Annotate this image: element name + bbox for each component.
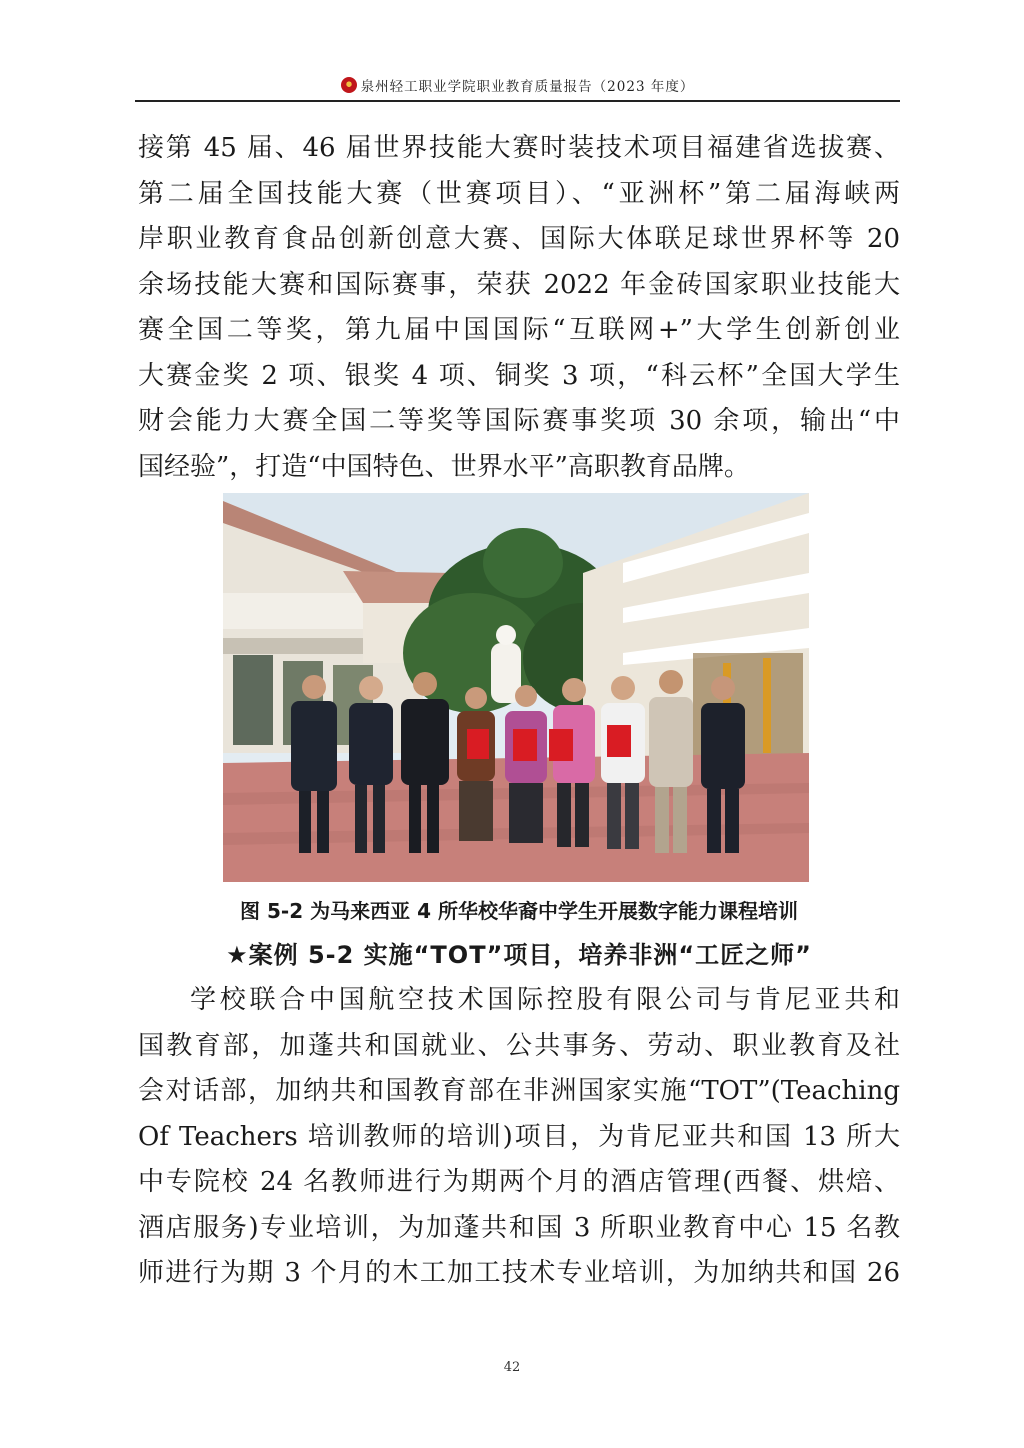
page-header (135, 70, 900, 100)
text-line: 酒店服务)专业培训，为加蓬共和国 3 所职业教育中心 15 名教 (138, 1212, 900, 1243)
text-line: 余场技能大赛和国际赛事，荣获 2022 年金砖国家职业技能大 (138, 269, 900, 300)
text-line: 中专院校 24 名教师进行为期两个月的酒店管理(西餐、烘焙、 (138, 1167, 900, 1197)
group-photo (223, 493, 809, 882)
school-seal-icon (341, 77, 357, 93)
text-line: 会对话部，加纳共和国教育部在非洲国家实施“TOT”(Teaching (138, 1076, 900, 1106)
text-line: 国教育部，加蓬共和国就业、公共事务、劳动、职业教育及社 (138, 1030, 900, 1061)
page-number: 42 (503, 1360, 521, 1375)
text-line: 赛全国二等奖，第九届中国国际“互联网+”大学生创新创业 (138, 315, 900, 345)
text-line: 财会能力大赛全国二等奖等国际赛事奖项 30 余项，输出“中 (138, 406, 900, 436)
text-line: 国经验”，打造“中国特色、世界水平”高职教育品牌。 (138, 451, 750, 482)
text-line: 师进行为期 3 个月的木工加工技术专业培训，为加纳共和国 26 (138, 1258, 900, 1288)
text-line: 学校联合中国航空技术国际控股有限公司与肯尼亚共和 (190, 985, 900, 1015)
text-line: 第二届全国技能大赛（世赛项目）、“亚洲杯”第二届海峡两 (138, 178, 900, 209)
text-line: 岸职业教育食品创新创意大赛、国际大体联足球世界杯等 20 (138, 224, 900, 254)
header-title: 泉州轻工职业学院职业教育质量报告（2023 年度） (360, 79, 695, 95)
figure-caption: 图 5-2 为马来西亚 4 所华校华裔中学生开展数字能力课程培训 (240, 899, 798, 923)
header-rule (135, 100, 900, 102)
text-line: Of Teachers 培训教师的培训)项目，为肯尼亚共和国 13 所大 (138, 1121, 900, 1152)
text-line: 大赛金奖 2 项、银奖 4 项、铜奖 3 项，“科云杯”全国大学生 (138, 360, 900, 391)
case-title: ★案例 5-2 实施“TOT”项目，培养非洲“工匠之师” (226, 941, 812, 969)
intro-paragraph (138, 126, 900, 490)
case-paragraph (138, 978, 900, 1297)
text-line: 接第 45 届、46 届世界技能大赛时装技术项目福建省选拔赛、 (138, 133, 900, 163)
